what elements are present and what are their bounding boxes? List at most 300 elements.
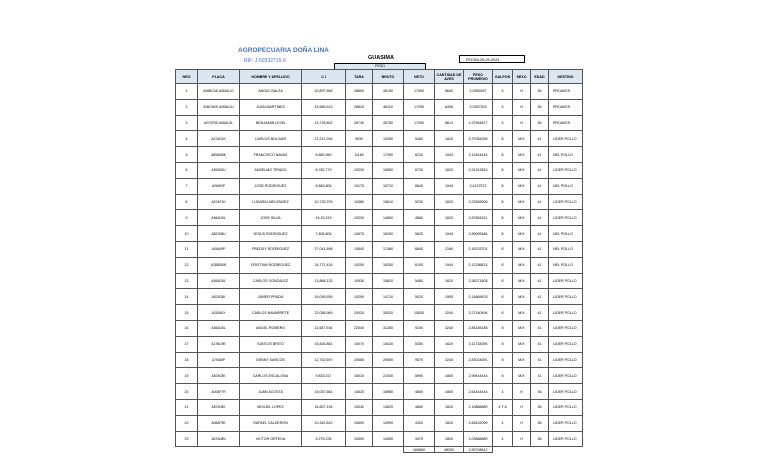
cell-galpon: 5 [493, 115, 513, 131]
cell-destino: LIDER POLLO [549, 399, 583, 415]
cell-placa: A79A8IP [198, 352, 240, 368]
cell-ci: 24,771,416 [302, 257, 346, 273]
cell-placa: A25J6KX [198, 305, 240, 321]
cell-nombre: LUDARIU MELENDEZ [240, 194, 302, 210]
cell-destino: NEL POLLO [549, 241, 583, 257]
cell-galpon: 8 [493, 210, 513, 226]
cell-tara: 10230 [346, 162, 373, 178]
cell-nro: 3 [176, 115, 198, 131]
cell-tara: 16010 [346, 368, 373, 384]
table-row [176, 336, 583, 352]
cell-sexo: M/X [513, 289, 531, 305]
cell-nro: 12 [176, 257, 198, 273]
cell-aves: 8613 [435, 115, 464, 131]
cell-placa: A82JN5U [198, 226, 240, 242]
cell-neto: 9570 [404, 352, 435, 368]
cell-destino: NEL POLLO [549, 226, 583, 242]
cell-aves: 1944 [435, 226, 464, 242]
cell-tara: 10640 [346, 241, 373, 257]
cell-neto: 4660 [404, 384, 435, 400]
cell-promedio: 3.27160494 [464, 305, 493, 321]
cell-nombre: JUAN ACOSTA [240, 384, 302, 400]
cell-placa: A87A03K [198, 289, 240, 305]
cell-edad: 41 [531, 257, 549, 273]
cell-edad: 41 [531, 210, 549, 226]
cell-sexo: H [513, 415, 531, 431]
cell-nro: 23 [176, 431, 198, 447]
totals-row [176, 447, 583, 453]
cell-sexo: M/X [513, 241, 531, 257]
cell-galpon: 8 [493, 226, 513, 242]
cell-nombre: CARLOS BOLIVAR [240, 131, 302, 147]
cell-galpon: 8 [493, 289, 513, 305]
cell-neto: 5230 [404, 194, 435, 210]
cell-bruto: 13820 [373, 399, 404, 415]
col-header-promedio: PESO PROMEDIO [464, 70, 493, 84]
table-header-row [176, 70, 583, 84]
cell-promedio: 3.14869878 [464, 289, 493, 305]
cell-promedio: 2.65432099 [464, 415, 493, 431]
cell-ci: 15,585,613 [302, 99, 346, 115]
cell-sexo: M/X [513, 226, 531, 242]
cell-promedio: 2.89095484 [464, 226, 493, 242]
cell-tara: 28820 [346, 99, 373, 115]
cell-bruto: 15390 [373, 131, 404, 147]
table-row [176, 162, 583, 178]
cell-destino: LIDER POLLO [549, 415, 583, 431]
cell-tara: 10380 [346, 194, 373, 210]
cell-bruto: 29550 [373, 352, 404, 368]
cell-edad: 41 [531, 336, 549, 352]
cell-nombre: CARLOS ESCALONA [240, 368, 302, 384]
cell-sexo: M/X [513, 162, 531, 178]
cell-bruto: 45780 [373, 115, 404, 131]
cell-placa: A37AF1K [198, 194, 240, 210]
cell-ci: 10,733,703 [302, 194, 346, 210]
cell-tara: 10230 [346, 210, 373, 226]
cell-placa: A28BS6W [198, 257, 240, 273]
cell-promedio: 3.19444444 [464, 147, 493, 163]
table-row [176, 194, 583, 210]
cell-destino: LIDER POLLO [549, 131, 583, 147]
cell-nombre: CRISTIAN RODRIGUEZ [240, 257, 302, 273]
cell-nombre: JAVIER PRADA [240, 289, 302, 305]
cell-aves: 1800 [435, 368, 464, 384]
cell-promedio: 3.37084259 [464, 131, 493, 147]
cell-neto: 5620 [404, 226, 435, 242]
cell-placa: A17BU9E [198, 336, 240, 352]
cell-nro: 21 [176, 399, 198, 415]
company-name: AGROPECUARIA DOÑA LINA [238, 47, 329, 54]
table-row [176, 147, 583, 163]
table-row [176, 368, 583, 384]
cell-aves: 1620 [435, 399, 464, 415]
cell-sexo: M/X [513, 368, 531, 384]
cell-neto: 17050 [404, 115, 435, 131]
col-header-tara: TARA [346, 70, 373, 84]
cell-ci: 13,868,132 [302, 273, 346, 289]
cell-promedio: 2.03888889 [464, 431, 493, 447]
cell-aves: 1620 [435, 273, 464, 289]
cell-sexo: H [513, 431, 531, 447]
cell-ci: 27,041,698 [302, 241, 346, 257]
cell-nro: 9 [176, 210, 198, 226]
cell-galpon: 8 [493, 131, 513, 147]
cell-neto: 10630 [404, 305, 435, 321]
cell-bruto: 15420 [373, 336, 404, 352]
cell-bruto: 17480 [373, 241, 404, 257]
table-row [176, 399, 583, 415]
cell-edad: 41 [531, 147, 549, 163]
cell-galpon: 5 [493, 84, 513, 100]
cell-tara: 10170 [346, 178, 373, 194]
col-header-nombre: NOMBRE Y APELLIDO [240, 70, 302, 84]
col-header-destino: DESTINO [549, 70, 583, 84]
cell-nombre: DENNY SARCOS [240, 352, 302, 368]
total-aves: 48250 [435, 447, 464, 453]
cell-edad: 41 [531, 289, 549, 305]
cell-sexo: M/X [513, 352, 531, 368]
cell-nro: 4 [176, 131, 198, 147]
cell-neto: 5460 [404, 131, 435, 147]
cell-galpon: 8 [493, 257, 513, 273]
cell-ci: 8,782,779 [302, 162, 346, 178]
cell-edad: 41 [531, 241, 549, 257]
cell-edad: 41 [531, 368, 549, 384]
cell-aves: 8496 [435, 99, 464, 115]
cell-galpon: 8 [493, 320, 513, 336]
cell-promedio: 2.83024691 [464, 352, 493, 368]
cell-nombre: JESUS RODRIGUEZ [240, 226, 302, 242]
cell-edad: 41 [531, 352, 549, 368]
cell-placa: A55J6SU [198, 162, 240, 178]
table-row [176, 384, 583, 400]
cell-neto: 6720 [404, 162, 435, 178]
cell-nro: 8 [176, 194, 198, 210]
cell-galpon: 8 [493, 336, 513, 352]
cell-nro: 11 [176, 241, 198, 257]
cell-ci: 16,099,939 [302, 289, 346, 305]
cell-destino: LIDER POLLO [549, 384, 583, 400]
col-header-nro: NRO [176, 70, 198, 84]
table-row [176, 241, 583, 257]
table-row [176, 115, 583, 131]
cell-galpon: 8 [493, 162, 513, 178]
cell-aves: 3240 [435, 320, 464, 336]
cell-tara: 28600 [346, 84, 373, 100]
cell-bruto: 30020 [373, 305, 404, 321]
weighing-table [175, 69, 583, 453]
cell-placa: A06BG4D A06AU1G [198, 84, 240, 100]
cell-nombre: VICTOR ORTEGA [240, 431, 302, 447]
cell-ci: 10,342,810 [302, 415, 346, 431]
cell-neto: 3470 [404, 431, 435, 447]
cell-neto: 9240 [404, 320, 435, 336]
cell-aves: 1620 [435, 194, 464, 210]
cell-nro: 15 [176, 305, 198, 321]
cell-bruto: 18980 [373, 384, 404, 400]
location-title: GUASIMA [368, 55, 394, 61]
cell-nombre: ANGEL BALZA [240, 84, 302, 100]
cell-sexo: M/X [513, 178, 531, 194]
table-row [176, 305, 583, 321]
cell-nombre: CARLOS NAVARRETE [240, 305, 302, 321]
cell-tara: 10590 [346, 431, 373, 447]
cell-bruto: 17390 [373, 147, 404, 163]
cell-tara: 10690 [346, 415, 373, 431]
cell-sexo: H [513, 84, 531, 100]
table-row [176, 226, 583, 242]
cell-nombre: CARLOS GONZALEZ [240, 273, 302, 289]
cell-galpon: 8 [493, 368, 513, 384]
cell-placa: A00AF7R [198, 384, 240, 400]
cell-aves: 2160 [435, 241, 464, 257]
cell-nro: 16 [176, 320, 198, 336]
cell-nro: 14 [176, 289, 198, 305]
cell-sexo: M/X [513, 210, 531, 226]
cell-nombre: FREDDY RODRIGUEZ [240, 241, 302, 257]
cell-promedio: 3.4127572 [464, 178, 493, 194]
table-row [176, 320, 583, 336]
cell-neto: 5480 [404, 273, 435, 289]
cell-galpon: 4 [493, 384, 513, 400]
cell-galpon: 8 [493, 352, 513, 368]
cell-bruto: 14890 [373, 210, 404, 226]
cell-nro: 13 [176, 273, 198, 289]
cell-ci: 9,833,317 [302, 368, 346, 384]
cell-nro: 20 [176, 384, 198, 400]
cell-neto: 4660 [404, 210, 435, 226]
cell-nro: 18 [176, 352, 198, 368]
cell-destino: PROAVES [549, 84, 583, 100]
cell-nro: 19 [176, 368, 198, 384]
cell-aves: 1944 [435, 178, 464, 194]
cell-promedio: 2.15888889 [464, 399, 493, 415]
cell-bruto: 16950 [373, 162, 404, 178]
cell-tara: 28730 [346, 115, 373, 131]
cell-aves: 1620 [435, 415, 464, 431]
cell-edad: 41 [531, 226, 549, 242]
cell-nro: 17 [176, 336, 198, 352]
cell-bruto: 16710 [373, 178, 404, 194]
col-header-placa: PLACA [198, 70, 240, 84]
cell-destino: LIDER POLLO [549, 273, 583, 289]
cell-sexo: M/X [513, 273, 531, 289]
cell-neto: 5990 [404, 368, 435, 384]
table-row [176, 289, 583, 305]
company-rif: RIF: J-50332715-0 [244, 58, 286, 64]
cell-neto: 6840 [404, 241, 435, 257]
cell-nro: 7 [176, 178, 198, 194]
cell-promedio: 2.0357303 [464, 99, 493, 115]
cell-ci: 6,882,960 [302, 147, 346, 163]
cell-promedio: 2.64444444 [464, 384, 493, 400]
cell-placa: A06CN0H A06AU1U [198, 99, 240, 115]
cell-aves: 1620 [435, 131, 464, 147]
cell-destino: LIDER POLLO [549, 162, 583, 178]
col-header-sexo: SEXO [513, 70, 531, 84]
cell-sexo: M/X [513, 320, 531, 336]
cell-bruto: 14710 [373, 289, 404, 305]
peso-header: PESO [334, 63, 426, 70]
cell-sexo: M/X [513, 131, 531, 147]
cell-neto: 5350 [404, 336, 435, 352]
cell-ci: 11,687,916 [302, 320, 346, 336]
cell-nro: 10 [176, 226, 198, 242]
cell-destino: LIDER POLLO [549, 431, 583, 447]
cell-neto: 6100 [404, 257, 435, 273]
cell-galpon: 8 [493, 178, 513, 194]
table-row [176, 178, 583, 194]
cell-promedio: 2.91313815 [464, 162, 493, 178]
table-row [176, 210, 583, 226]
cell-bruto: 31280 [373, 320, 404, 336]
cell-nombre: BENJAMIN LEON [240, 115, 302, 131]
cell-bruto: 46110 [373, 99, 404, 115]
cell-destino: NEL POLLO [549, 257, 583, 273]
cell-promedio: 3.38271605 [464, 273, 493, 289]
cell-nombre: ANGEL ROMERO [240, 320, 302, 336]
cell-neto: 6210 [404, 147, 435, 163]
cell-destino: PROAVES [549, 99, 583, 115]
table-row [176, 131, 583, 147]
cell-nombre: SANTOS BRITO [240, 336, 302, 352]
cell-aves: 3240 [435, 305, 464, 321]
cell-tara: 10070 [346, 336, 373, 352]
cell-aves: 1944 [435, 257, 464, 273]
cell-ci: 21,212,934 [302, 131, 346, 147]
cell-nro: 2 [176, 99, 198, 115]
cell-edad: 36 [531, 99, 549, 115]
cell-edad: 41 [531, 162, 549, 178]
cell-placa: A06AI9P [198, 241, 240, 257]
cell-aves: 1944 [435, 147, 464, 163]
cell-nombre: RAFAEL CALDERON [240, 415, 302, 431]
cell-tara: 11180 [346, 147, 373, 163]
cell-tara: 10040 [346, 399, 373, 415]
cell-placa: A37AD1K [198, 131, 240, 147]
cell-ci: 5,275,228 [302, 431, 346, 447]
cell-ci: 15,716,802 [302, 115, 346, 131]
cell-destino: PROAVES [549, 115, 583, 131]
cell-promedio: 3.16703701 [464, 241, 493, 257]
cell-nro: 5 [176, 147, 198, 163]
cell-aves: 1620 [435, 210, 464, 226]
col-header-neto: NETO [404, 70, 435, 84]
cell-tara: 9930 [346, 131, 373, 147]
cell-placa: A87A03K [198, 399, 240, 415]
cell-edad: 36 [531, 431, 549, 447]
cell-sexo: M/X [513, 305, 531, 321]
cell-galpon: 8 [493, 194, 513, 210]
cell-destino: LIDER POLLO [549, 194, 583, 210]
cell-bruto: 15810 [373, 273, 404, 289]
cell-neto: 4660 [404, 399, 435, 415]
cell-galpon: 8 [493, 147, 513, 163]
cell-destino: LIDER POLLO [549, 320, 583, 336]
cell-destino: LIDER POLLO [549, 336, 583, 352]
cell-tara: 10670 [346, 226, 373, 242]
cell-galpon: 4 Y 8 [493, 399, 513, 415]
table-row [176, 84, 583, 100]
cell-sexo: H [513, 99, 531, 115]
cell-promedio: 2.99444444 [464, 368, 493, 384]
cell-promedio: 2.87654321 [464, 210, 493, 226]
cell-placa: A36AG6L [198, 210, 240, 226]
cell-nombre: FRANCISCO NAVAS [240, 147, 302, 163]
cell-ci: 16,657,194 [302, 399, 346, 415]
cell-nombre: JUAN MARTINEZ [240, 99, 302, 115]
cell-sexo: M/X [513, 147, 531, 163]
cell-tara: 20020 [346, 305, 373, 321]
cell-bruto: 16350 [373, 257, 404, 273]
cell-destino: NEL POLLO [549, 147, 583, 163]
cell-aves: 1800 [435, 431, 464, 447]
cell-tara: 10290 [346, 289, 373, 305]
cell-promedio: 2.0359267 [464, 84, 493, 100]
cell-promedio: 2.85185185 [464, 320, 493, 336]
cell-aves: 1620 [435, 162, 464, 178]
cell-destino: LIDER POLLO [549, 368, 583, 384]
total-neto: 166880 [404, 447, 435, 453]
cell-tara: 14620 [346, 384, 373, 400]
table-row [176, 257, 583, 273]
cell-ci: 15,057,661 [302, 384, 346, 400]
cell-sexo: M/X [513, 257, 531, 273]
cell-tara: 22040 [346, 320, 373, 336]
col-header-edad: EDAD [531, 70, 549, 84]
cell-nombre: MIGUEL LOPEZ [240, 399, 302, 415]
cell-destino: LIDER POLLO [549, 289, 583, 305]
cell-ci: 20,897,569 [302, 84, 346, 100]
cell-edad: 41 [531, 273, 549, 289]
cell-placa: A36AG6L [198, 273, 240, 289]
cell-neto: 17290 [404, 99, 435, 115]
cell-edad: 36 [531, 115, 549, 131]
total-promedio: 2.55708812 [464, 447, 493, 453]
cell-galpon: 8 [493, 241, 513, 257]
date-box: FECHA:26-09-2024 [459, 55, 525, 63]
cell-edad: 36 [531, 384, 549, 400]
cell-aves: 1595 [435, 289, 464, 305]
cell-neto: 17590 [404, 84, 435, 100]
cell-destino: NEL POLLO [549, 178, 583, 194]
cell-promedio: 3.11728395 [464, 336, 493, 352]
cell-nombre: JOSE RODRIGUEZ [240, 178, 302, 194]
cell-galpon: 8 [493, 273, 513, 289]
cell-edad: 41 [531, 305, 549, 321]
table-row [176, 415, 583, 431]
cell-nombre: ANSELMO TIRADO [240, 162, 302, 178]
cell-neto: 4300 [404, 415, 435, 431]
col-header-ci: C.I [302, 70, 346, 84]
cell-placa: A26W0P [198, 178, 240, 194]
cell-galpon: 4 [493, 431, 513, 447]
cell-destino: LIDER POLLO [549, 305, 583, 321]
cell-ci: 7,805,806 [302, 226, 346, 242]
cell-aves: 3240 [435, 352, 464, 368]
table-row [176, 99, 583, 115]
col-header-aves: CANTIDAD DE AVES [435, 70, 464, 84]
cell-destino: LIDER POLLO [549, 210, 583, 226]
cell-bruto: 15610 [373, 194, 404, 210]
cell-neto: 6640 [404, 178, 435, 194]
cell-promedio: 1.97954877 [464, 115, 493, 131]
cell-bruto: 16290 [373, 226, 404, 242]
cell-aves: 1620 [435, 336, 464, 352]
cell-bruto: 21030 [373, 368, 404, 384]
cell-edad: 41 [531, 131, 549, 147]
